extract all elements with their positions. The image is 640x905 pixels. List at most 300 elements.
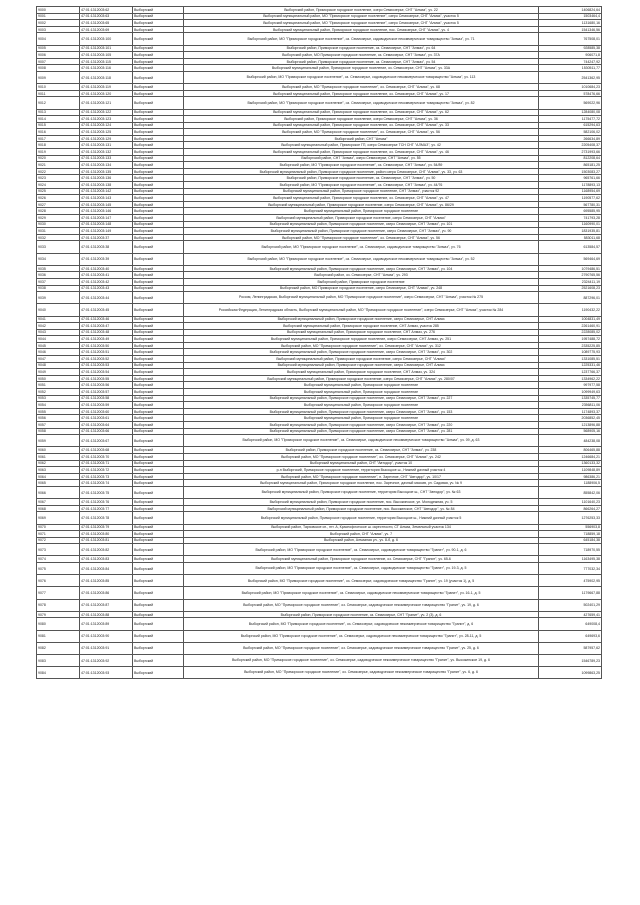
cadastral-number-cell: 47:01:1312003:60	[80, 408, 133, 415]
district-cell: Выборгский	[133, 362, 184, 369]
row-number-cell: 9071	[37, 531, 80, 538]
cadastral-value-cell: 1179667,88	[539, 587, 602, 599]
district-cell: Выборгский	[133, 611, 184, 618]
district-cell: Выборгский	[133, 453, 184, 460]
district-cell: Выборгский	[133, 486, 184, 498]
cadastral-number-cell: 47:01:1312003:61	[80, 415, 133, 422]
address-cell: Выборгский муниципальный район, Приморское городское поселение, оз. Семиозерье, СНТ "Алмаз", уч. 33А	[184, 65, 539, 72]
table-row	[37, 362, 602, 369]
table-row	[37, 7, 602, 14]
cadastral-number-cell: 47:01:1312003:65	[80, 20, 133, 27]
cadastral-number-cell: 47:01:1312003:56	[80, 382, 133, 389]
district-cell: Выборгский	[133, 155, 184, 162]
cadastral-value-cell: 2324411,19	[539, 278, 602, 285]
table-row	[37, 453, 602, 460]
row-number-cell: 9012	[37, 97, 80, 109]
table-row	[37, 195, 602, 202]
district-cell: Выборгский	[133, 473, 184, 480]
district-cell: Выборгский	[133, 316, 184, 323]
table-row	[37, 402, 602, 409]
cadastral-value-cell: 744247,92	[539, 58, 602, 65]
table-row	[37, 188, 602, 195]
row-number-cell: 9016	[37, 129, 80, 136]
table-row	[37, 142, 602, 149]
address-cell: Выборгский муниципальный район, Приморское городское поселение, озеро Семиозерье, СНТ "Алмаз", уч. 220	[184, 422, 539, 429]
cadastral-value-cell: 1089775,93	[539, 349, 602, 356]
table-row	[37, 599, 602, 611]
land-registry-table	[36, 6, 602, 679]
cadastral-value-cell: 266634,89	[539, 135, 602, 142]
district-cell: Выборгский	[133, 435, 184, 447]
address-cell: Выборгский муниципальный район, Приморское городское поселение, территория Высоцкое ш., Нижний дачный участок 5	[184, 512, 539, 524]
address-cell: Выборгский район, Тарховское сп., пгт. А, Краснофлотское ш. окрестности, СТ Алмаз, Земельный участок 134	[184, 524, 539, 531]
table-row	[37, 435, 602, 447]
address-cell: Выборгский район, МО "Приморское городское поселение", оз. Семиозерье, садоводческое некоммерческое товарищество "Гранит", уч. 25, д. 6	[184, 642, 539, 654]
table-row	[37, 575, 602, 587]
address-cell: Выборгский муниципальный район, Приморское городское поселение, озеро Семиозерье, СНТ "Алмаз", уч. 281	[184, 428, 539, 435]
row-number-cell: 9076	[37, 575, 80, 587]
row-number-cell: 9078	[37, 599, 80, 611]
table-row	[37, 473, 602, 480]
table-row	[37, 447, 602, 454]
district-cell: Выборгский	[133, 460, 184, 467]
district-cell: Выборгский	[133, 389, 184, 396]
cadastral-value-cell: 1101640,23	[539, 499, 602, 506]
district-cell: Выборгский	[133, 182, 184, 189]
district-cell: Выборгский	[133, 342, 184, 349]
cadastral-number-cell: 47:01:1312003:93	[80, 667, 133, 679]
district-cell: Выборгский	[133, 71, 184, 83]
address-cell: Выборгский район, оз. Семиозерье, СНТ "Алмаз", уч. 293	[184, 272, 539, 279]
row-number-cell: 9057	[37, 422, 80, 429]
row-number-cell: 9038	[37, 285, 80, 292]
district-cell: Выборгский	[133, 575, 184, 587]
table-row	[37, 201, 602, 208]
cadastral-value-cell: 556903,8	[539, 524, 602, 531]
address-cell: Выборгский муниципальный район, Приморское городское поселение, озеро Семиозерье, СНТ Алмаз	[184, 362, 539, 369]
address-cell: Выборгский муниципальный район, Приморское городское поселение	[184, 382, 539, 389]
cadastral-value-cell: 569464,69	[539, 253, 602, 265]
address-cell: Выборгский район, МО "Приморское городское поселение", оз. Семиозерье, садоводческое товарищество "Гранит", уч. 19-3, д. 5	[184, 563, 539, 575]
cadastral-value-cell: 1190432,22	[539, 304, 602, 316]
cadastral-number-cell: 47:01:1312003:91	[80, 642, 133, 654]
cadastral-number-cell: 47:01:1312003:46	[80, 316, 133, 323]
district-cell: Выборгский	[133, 58, 184, 65]
table-row	[37, 563, 602, 575]
cadastral-value-cell: 427659,41	[539, 611, 602, 618]
cadastral-value-cell: 1831935,81	[539, 228, 602, 235]
table-row	[37, 375, 602, 382]
cadastral-number-cell: 47:01:1312003:55	[80, 375, 133, 382]
cadastral-number-cell: 47:01:1312003:39	[80, 253, 133, 265]
table-row	[37, 524, 602, 531]
district-cell: Выборгский	[133, 45, 184, 52]
row-number-cell: 9055	[37, 408, 80, 415]
table-row	[37, 329, 602, 336]
cadastral-number-cell: 47:01:1312003:47	[80, 323, 133, 330]
district-cell: Выборгский	[133, 630, 184, 642]
row-number-cell: 9084	[37, 667, 80, 679]
row-number-cell: 9079	[37, 611, 80, 618]
cadastral-number-cell: 47:01:1312003:134	[80, 162, 133, 169]
row-number-cell: 9083	[37, 654, 80, 666]
row-number-cell: 9021	[37, 162, 80, 169]
cadastral-number-cell: 47:01:1312003:120	[80, 90, 133, 97]
cadastral-number-cell: 47:01:1312003:81	[80, 537, 133, 544]
district-cell: Выборгский	[133, 395, 184, 402]
row-number-cell: 9001	[37, 13, 80, 20]
cadastral-value-cell: 645184,38	[539, 537, 602, 544]
address-cell: Выборгский район, Приморское городское поселение, оз. Семиозерье, СНТ "Алмаз", уч. 54	[184, 58, 539, 65]
row-number-cell: 9035	[37, 265, 80, 272]
address-cell: Выборгский муниципальный район, Приморское городское поселение, оз. Семиозерье, СНТ "Алмаз", уч. 17	[184, 90, 539, 97]
cadastral-value-cell: 568905,16	[539, 428, 602, 435]
table-row	[37, 241, 602, 253]
table-row	[37, 26, 602, 33]
table-row	[37, 415, 602, 422]
table-row	[37, 505, 602, 512]
table-row	[37, 272, 602, 279]
table-row	[37, 45, 602, 52]
table-row	[37, 265, 602, 272]
table-row	[37, 428, 602, 435]
table-row	[37, 499, 602, 506]
row-number-cell: 9027	[37, 201, 80, 208]
cadastral-number-cell: 47:01:1312003:58	[80, 395, 133, 402]
district-cell: Выборгский	[133, 382, 184, 389]
district-cell: Выборгский	[133, 563, 184, 575]
table-row	[37, 537, 602, 544]
table-row	[37, 13, 602, 20]
cadastral-number-cell: 47:01:1312003:73	[80, 473, 133, 480]
row-number-cell: 9030	[37, 221, 80, 228]
row-number-cell: 9069	[37, 512, 80, 524]
table-row	[37, 162, 602, 169]
address-cell: Выборгский район, МО "Приморское городское поселение", оз. Семиозерье, СНТ "Алмаз", уч. 68	[184, 84, 539, 91]
address-cell: Выборгский муниципальный район, Приморское ГП, озеро Семиозерье ТСН СНТ "АЛМАЗ", уч. 42	[184, 142, 539, 149]
table-row	[37, 155, 602, 162]
row-number-cell: 9033	[37, 241, 80, 253]
row-number-cell: 9008	[37, 65, 80, 72]
cadastral-value-cell: 2261460,91	[539, 323, 602, 330]
district-cell: Выборгский	[133, 272, 184, 279]
row-number-cell: 9082	[37, 642, 80, 654]
cadastral-number-cell: 47:01:1312003:132	[80, 149, 133, 156]
cadastral-value-cell: 887296,01	[539, 292, 602, 304]
address-cell: Выборгский муниципальный район, Приморское городское поселение, район озера Семиозерье, СНТ "Алмаз", уч. 33, уч. 63	[184, 168, 539, 175]
row-number-cell: 9045	[37, 342, 80, 349]
cadastral-value-cell: 1109848,89	[539, 467, 602, 474]
cadastral-number-cell: 47:01:1312003:38	[80, 241, 133, 253]
district-cell: Выборгский	[133, 129, 184, 136]
cadastral-number-cell: 47:01:1312003:63	[80, 13, 133, 20]
cadastral-value-cell: 1541346,56	[539, 26, 602, 33]
row-number-cell: 9037	[37, 278, 80, 285]
row-number-cell: 9031	[37, 228, 80, 235]
address-cell: Выборгский район, Приморское городское поселение, оз. Семиозерье, СНТ "Алмаз", уч. 64	[184, 45, 539, 52]
cadastral-number-cell: 47:01:1312003:48	[80, 329, 133, 336]
row-number-cell: 9000	[37, 7, 80, 14]
table-row	[37, 215, 602, 222]
cadastral-number-cell: 47:01:1312003:122	[80, 109, 133, 116]
table-row	[37, 292, 602, 304]
table-row	[37, 84, 602, 91]
cadastral-number-cell: 47:01:1312003:64	[80, 422, 133, 429]
cadastral-number-cell: 47:01:1312003:80	[80, 531, 133, 538]
address-cell: Выборгский муниципальный район, Приморское городское поселение, СНТ Алмаз, уч. 324	[184, 369, 539, 376]
row-number-cell: 9058	[37, 428, 80, 435]
cadastral-number-cell: 47:01:1312003:37	[80, 234, 133, 241]
row-number-cell: 9017	[37, 135, 80, 142]
address-cell: Выборгский муниципальный район, Приморское городское поселение, СНТ Алмаз, уч. 276	[184, 329, 539, 336]
district-cell: Выборгский	[133, 265, 184, 272]
cadastral-number-cell: 47:01:1312003:66	[80, 428, 133, 435]
cadastral-value-cell: 615294,63	[539, 122, 602, 129]
address-cell: Выборгский муниципальный район, Приморское городское поселение	[184, 389, 539, 396]
address-cell: Выборгский район, МО "Приморское городское поселение", оз. Семиозерье, СНТ "Алмаз", уч. 242	[184, 453, 539, 460]
row-number-cell: 9007	[37, 58, 80, 65]
address-cell: Выборгский район, МО "Приморское городское поселение", оз. Семиозерье, садоводческое товарищество "Гранит", уч. 19 (участок 1), д. 5	[184, 575, 539, 587]
row-number-cell: 9043	[37, 329, 80, 336]
cadastral-value-cell: 2790765,56	[539, 272, 602, 279]
district-cell: Выборгский	[133, 84, 184, 91]
district-cell: Выборгский	[133, 109, 184, 116]
address-cell: Выборгский район, МО "Приморское городское поселение", оз. Семиозерье, садоводческое товарищество "Алмаз", уч. 76	[184, 241, 539, 253]
cadastral-number-cell: 47:01:1312003:149	[80, 228, 133, 235]
table-row	[37, 234, 602, 241]
district-cell: Выборгский	[133, 524, 184, 531]
row-number-cell: 9068	[37, 505, 80, 512]
address-cell: Выборгский район, МО "Приморское городское поселение", п. Заречное, СНТ "Автодор", уч. 10/17	[184, 473, 539, 480]
table-row	[37, 369, 602, 376]
district-cell: Выборгский	[133, 654, 184, 666]
cadastral-value-cell: 1099949,63	[539, 389, 602, 396]
cadastral-number-cell: 47:01:1312003:148	[80, 221, 133, 228]
district-cell: Выборгский	[133, 278, 184, 285]
row-number-cell: 9019	[37, 149, 80, 156]
cadastral-value-cell: 865181,25	[539, 162, 602, 169]
row-number-cell: 9041	[37, 316, 80, 323]
address-cell: Выборгский муниципальный район, МО "Приморское городское поселение", озеро Семиозерье, СНТ "Алмаз", участок 5	[184, 13, 539, 20]
address-cell: Выборгский район, МО "Приморское городское поселение", оз. Семиозерье, садоводческое некоммерческое товарищество "Алмаз", уч. 113	[184, 71, 539, 83]
cadastral-number-cell: 47:01:1312003:125	[80, 129, 133, 136]
cadastral-value-cell: 986386,21	[539, 473, 602, 480]
table-row	[37, 304, 602, 316]
district-cell: Выборгский	[133, 188, 184, 195]
row-number-cell: 9029	[37, 215, 80, 222]
row-number-cell: 9066	[37, 486, 80, 498]
district-cell: Выборгский	[133, 149, 184, 156]
cadastral-value-cell: 583011,68	[539, 234, 602, 241]
address-cell: Выборгский район, Приморское городское поселение, озеро Семиозерье, СНТ "Алмаз", уч. 36	[184, 116, 539, 123]
address-cell: Выборгский муниципальный район, Приморское городское поселение, озеро Семиозерье, СНТ "Алмаз", уч. 302	[184, 349, 539, 356]
table-row	[37, 654, 602, 666]
district-cell: Выборгский	[133, 329, 184, 336]
cadastral-value-cell: 928585,38	[539, 45, 602, 52]
cadastral-number-cell: 47:01:1312003:147	[80, 215, 133, 222]
district-cell: Выборгский	[133, 323, 184, 330]
district-cell: Выборгский	[133, 208, 184, 215]
cadastral-value-cell: 613584,57	[539, 241, 602, 253]
cadastral-number-cell: 47:01:1312003:90	[80, 630, 133, 642]
address-cell: Выборгский район, Приморское городское поселение	[184, 278, 539, 285]
cadastral-value-cell: 649008,4	[539, 618, 602, 630]
address-cell: Выборгский муниципальный район, СНТ "Автодор", участок 10	[184, 460, 539, 467]
row-number-cell: 9022	[37, 168, 80, 175]
district-cell: Выборгский	[133, 667, 184, 679]
address-cell: Выборгский район, Приморское городское поселение, озеро Семиозерье, СНТ "Алмаз", уч. 22	[184, 7, 539, 14]
cadastral-value-cell: 649693,6	[539, 630, 602, 642]
cadastral-value-cell: 1213896,88	[539, 422, 602, 429]
table-row	[37, 71, 602, 83]
address-cell: Выборгский район, Алмазная ул., уч. 8-б, д. 6	[184, 537, 539, 544]
row-number-cell: 9014	[37, 116, 80, 123]
row-number-cell: 9005	[37, 45, 80, 52]
row-number-cell: 9080	[37, 618, 80, 630]
cadastral-number-cell: 47:01:1312003:101	[80, 45, 133, 52]
row-number-cell: 9064	[37, 473, 80, 480]
cadastral-number-cell: 47:01:1312003:62	[80, 7, 133, 14]
district-cell: Выборгский	[133, 285, 184, 292]
table-row	[37, 228, 602, 235]
row-number-cell: 9028	[37, 208, 80, 215]
cadastral-value-cell: 741793,28	[539, 215, 602, 222]
address-cell: Выборгский район, МО "Приморское городское поселение", оз. Семиозерье, садоводческое некоммерческое товарищество "Алмаз", уч. 82	[184, 97, 539, 109]
row-number-cell: 9023	[37, 175, 80, 182]
cadastral-value-cell: 812208,64	[539, 155, 602, 162]
table-row	[37, 182, 602, 189]
cadastral-number-cell: 47:01:1312003:86	[80, 587, 133, 599]
address-cell: Выборгский муниципальный район, Приморское городское поселение, оз. Семиозерье, СНТ "Алмаз", уч. 62	[184, 109, 539, 116]
table-row	[37, 116, 602, 123]
row-number-cell: 9060	[37, 447, 80, 454]
table-row	[37, 544, 602, 556]
address-cell: Выборгский муниципальный район, Приморское городское поселение, оз. Семиозерье, СНТ "Гранит", уч. 65-6	[184, 556, 539, 563]
cadastral-number-cell: 47:01:1312003:51	[80, 349, 133, 356]
cadastral-value-cell: 587957,62	[539, 642, 602, 654]
cadastral-value-cell: 1178893,13	[539, 182, 602, 189]
cadastral-value-cell: 2228085,02	[539, 329, 602, 336]
table-row	[37, 135, 602, 142]
row-number-cell: 9006	[37, 52, 80, 59]
cadastral-number-cell: 47:01:1312003:67	[80, 435, 133, 447]
row-number-cell: 9040	[37, 304, 80, 316]
district-cell: Выборгский	[133, 415, 184, 422]
cadastral-value-cell: 1237766,37	[539, 369, 602, 376]
district-cell: Выборгский	[133, 422, 184, 429]
cadastral-number-cell: 47:01:1312003:43	[80, 285, 133, 292]
cadastral-value-cell: 1225331,46	[539, 362, 602, 369]
row-number-cell: 9049	[37, 369, 80, 376]
cadastral-value-cell: 1079486,51	[539, 265, 602, 272]
row-number-cell: 9063	[37, 467, 80, 474]
address-cell: Российская Федерация, Ленинградская область, Выборгский муниципальный район, МО "Приморское городское поселение", озеро Семиозерье, СНТ "Алмаз", участок № 284	[184, 304, 539, 316]
row-number-cell: 9053	[37, 395, 80, 402]
address-cell: Выборгский район, Приморское городское поселение, оз. Семиозерье, СНТ "Алмаз", уч. 50	[184, 175, 539, 182]
address-cell: Выборгский муниципальный район, Приморское городское поселение, СНТ Алмаз, участок 285	[184, 323, 539, 330]
row-number-cell: 9026	[37, 195, 80, 202]
table-row	[37, 168, 602, 175]
address-cell: Выборгский муниципальный район, Приморское городское поселение, пос. Высокинское, СНТ "Автодор", уч. № 84	[184, 505, 539, 512]
cadastral-number-cell: 47:01:1312003:76	[80, 499, 133, 506]
table-row	[37, 90, 602, 97]
cadastral-number-cell: 47:01:1312003:69	[80, 26, 133, 33]
address-cell: Выборгский муниципальный район, Приморское городское поселение, озеро Семиозерье, СНТ "Алмаз", уч. 153	[184, 408, 539, 415]
row-number-cell: 9067	[37, 499, 80, 506]
cadastral-number-cell: 47:01:1312003:92	[80, 654, 133, 666]
address-cell: Выборгский муниципальный район, Приморское городское поселение, озеро Семиозерье, СНТ Алмаз	[184, 316, 539, 323]
table-row	[37, 221, 602, 228]
district-cell: Выборгский	[133, 587, 184, 599]
cadastral-number-cell: 47:01:1312003:49	[80, 336, 133, 343]
address-cell: Выборгский район, МО "Приморское городское поселение", оз. Семиозерье, садоводческое некоммерческое товарищество "Гранит", уч. 28-11, д. 5	[184, 630, 539, 642]
row-number-cell: 9065	[37, 480, 80, 487]
district-cell: Выборгский	[133, 13, 184, 20]
cadastral-number-cell: 47:01:1312003:100	[80, 33, 133, 45]
district-cell: Выборгский	[133, 618, 184, 630]
address-cell: Выборгский муниципальный район, Приморское городское поселение, озеро Семиозерье, СНТ "Алмаз", уч. 280/07	[184, 375, 539, 382]
district-cell: Выборгский	[133, 26, 184, 33]
address-cell: Выборгский район, МО "Приморское городское поселение", оз. Семиозерье, садоводческое некоммерческое товарищество "Алмаз", уч. 52	[184, 253, 539, 265]
table-row	[37, 556, 602, 563]
district-cell: Выборгский	[133, 408, 184, 415]
cadastral-value-cell: 1010684,23	[539, 84, 602, 91]
address-cell: Выборгский муниципальный район, Приморское городское поселение, озеро Семиозерье, СНТ "Алмаз"	[184, 215, 539, 222]
row-number-cell: 9002	[37, 20, 80, 27]
district-cell: Выборгский	[133, 304, 184, 316]
table-row	[37, 122, 602, 129]
table-row	[37, 389, 602, 396]
cadastral-number-cell: 47:01:1312003:118	[80, 71, 133, 83]
table-row	[37, 285, 602, 292]
cadastral-value-cell: 1276253,33	[539, 512, 602, 524]
district-cell: Выборгский	[133, 556, 184, 563]
cadastral-number-cell: 47:01:1312003:71	[80, 460, 133, 467]
cadastral-value-cell: 866264,27	[539, 505, 602, 512]
table-row	[37, 480, 602, 487]
row-number-cell: 9036	[37, 272, 80, 279]
row-number-cell: 9075	[37, 563, 80, 575]
cadastral-number-cell: 47:01:1312003:83	[80, 556, 133, 563]
cadastral-number-cell: 47:01:1312003:79	[80, 524, 133, 531]
row-number-cell: 9051	[37, 382, 80, 389]
row-number-cell: 9047	[37, 356, 80, 363]
row-number-cell: 9052	[37, 389, 80, 396]
cadastral-number-cell: 47:01:1312003:41	[80, 272, 133, 279]
cadastral-value-cell: 997977,58	[539, 382, 602, 389]
cadastral-number-cell: 47:01:1312003:138	[80, 182, 133, 189]
address-cell: Выборгский муниципальный район, Приморское городское поселение, оз. Семиозерье, СНТ "Алмаз", уч. 47	[184, 195, 539, 202]
row-number-cell: 9061	[37, 453, 80, 460]
address-cell: Выборгский муниципальный район, МО "Приморское городское поселение", озеро Семиозерье, СНТ "Алмаз", участок 5	[184, 20, 539, 27]
table-row	[37, 149, 602, 156]
address-cell: Выборгский район, МО "Приморское городское поселение", оз. Семиозерье, СНТ "Алмаз", уч. 312	[184, 342, 539, 349]
district-cell: Выборгский	[133, 292, 184, 304]
district-cell: Выборгский	[133, 142, 184, 149]
cadastral-value-cell: 1004831,49	[539, 316, 602, 323]
cadastral-value-cell: 1190577,62	[539, 195, 602, 202]
table-row	[37, 33, 602, 45]
cadastral-value-cell: 1160990,01	[539, 221, 602, 228]
cadastral-value-cell: 767508,01	[539, 33, 602, 45]
table-row	[37, 618, 602, 630]
cadastral-number-cell: 47:01:1312003:133	[80, 155, 133, 162]
district-cell: Выборгский	[133, 505, 184, 512]
cadastral-number-cell: 47:01:1312003:84	[80, 563, 133, 575]
address-cell: Выборгский район, СНТ "Алмаз"	[184, 135, 539, 142]
district-cell: Выборгский	[133, 228, 184, 235]
address-cell: Выборгский район, МО "Приморское городское поселение", оз. Семиозерье, садоводческое товарищество "Гранит", уч. 90-1, д. 6	[184, 544, 539, 556]
